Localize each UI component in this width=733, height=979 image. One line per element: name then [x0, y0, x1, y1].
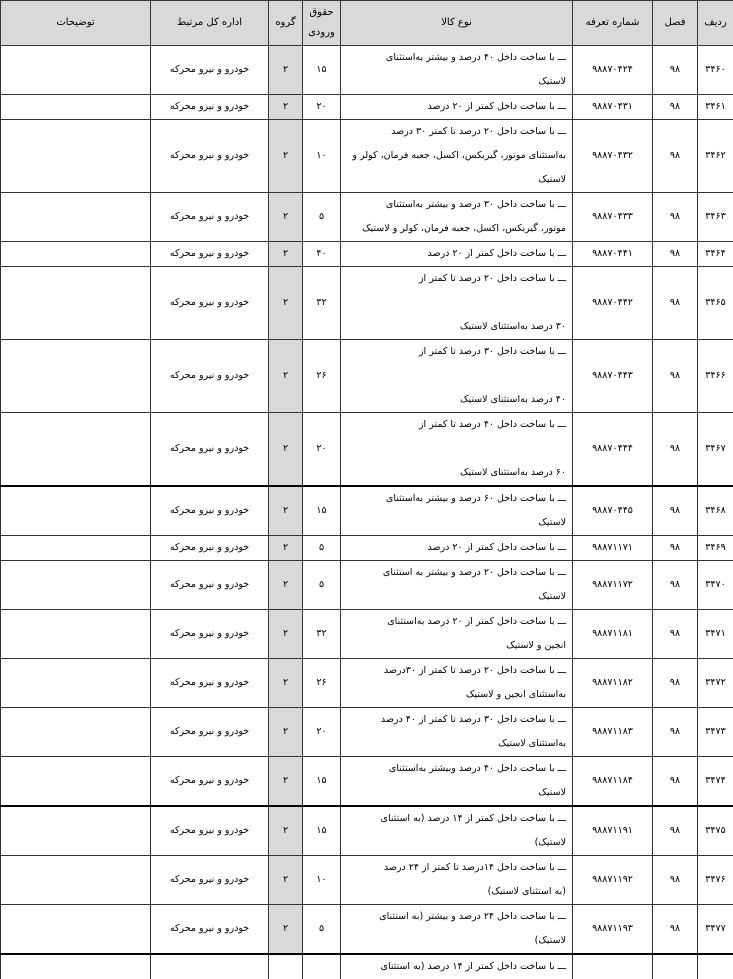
row-no-cell: ۳۴۷۲	[698, 659, 733, 708]
goods-description-line: ـــ با ساخت داخل ۳۰ درصد تا کمتر از	[345, 340, 566, 364]
notes-cell	[1, 806, 151, 856]
row-no-cell: ۳۴۶۴	[698, 242, 733, 267]
department-cell: خودرو و نیرو محرکه	[151, 486, 269, 536]
tariff-no-cell: ۹۸۸۷۰۴۳۲	[573, 120, 653, 193]
tariff-no-cell: ۹۸۸۷۰۴۲۴	[573, 46, 653, 95]
tariff-no-cell: ۹۸۸۷۰۴۴۲	[573, 267, 653, 340]
duty-cell: ۵	[303, 536, 341, 561]
duty-cell: ۲۰	[303, 413, 341, 487]
notes-cell	[1, 242, 151, 267]
table-row	[1, 340, 733, 413]
department-cell: خودرو و نیرو محرکه	[151, 193, 269, 242]
tariff-no-cell: ۹۸۸۷۰۴۳۱	[573, 95, 653, 120]
goods-description-cell	[341, 486, 573, 536]
tariff-no-cell: ۹۸۸۷۱۱۷۲	[573, 561, 653, 610]
tariff-no-cell: ۹۸۸۷۰۴۴۱	[573, 242, 653, 267]
tariff-no-cell	[573, 954, 653, 979]
table-row	[1, 708, 733, 757]
goods-description-line: ـــ با ساخت داخل ۲۰ درصد تا کمتر ۳۰ درصد	[345, 120, 566, 144]
department-cell: خودرو و نیرو محرکه	[151, 610, 269, 659]
table-row	[1, 536, 733, 561]
tariff-no-cell: ۹۸۸۷۱۱۷۱	[573, 536, 653, 561]
row-no-cell: ۳۴۷۴	[698, 757, 733, 807]
table-row	[1, 806, 733, 856]
chapter-cell: ۹۸	[653, 267, 698, 340]
duty-cell: ۱۵	[303, 757, 341, 807]
goods-description-line: موتور، گیربکس، اکسل، جعبه فرمان، کولر و لاستیک	[345, 217, 566, 241]
goods-description-cell	[341, 413, 573, 487]
header-row-no: ردیف	[698, 1, 733, 46]
notes-cell	[1, 486, 151, 536]
department-cell: خودرو و نیرو محرکه	[151, 267, 269, 340]
row-no-cell: ۳۴۷۰	[698, 561, 733, 610]
chapter-cell	[653, 954, 698, 979]
row-no-cell: ۳۴۶۹	[698, 536, 733, 561]
group-cell: ۲	[269, 561, 303, 610]
goods-description-line: لاستیک	[345, 585, 566, 609]
header-duty: حقوق ورودی	[303, 1, 341, 46]
table-row	[1, 561, 733, 610]
goods-description-cell	[341, 561, 573, 610]
group-cell: ۲	[269, 806, 303, 856]
duty-cell: ۱۵	[303, 46, 341, 95]
chapter-cell: ۹۸	[653, 757, 698, 807]
goods-description-cell	[341, 95, 573, 120]
notes-cell	[1, 536, 151, 561]
row-no-cell: ۳۴۶۱	[698, 95, 733, 120]
goods-description-cell	[341, 242, 573, 267]
chapter-cell: ۹۸	[653, 340, 698, 413]
department-cell: خودرو و نیرو محرکه	[151, 806, 269, 856]
row-no-cell: ۳۴۶۳	[698, 193, 733, 242]
notes-cell	[1, 610, 151, 659]
goods-description-line	[345, 364, 566, 388]
group-cell: ۲	[269, 610, 303, 659]
group-cell	[269, 954, 303, 979]
goods-description-cell	[341, 536, 573, 561]
goods-description-line: (به استثنای لاستیک)	[345, 880, 566, 904]
goods-description-cell	[341, 806, 573, 856]
group-cell: ۲	[269, 905, 303, 955]
group-cell: ۲	[269, 757, 303, 807]
duty-cell: ۵	[303, 193, 341, 242]
duty-cell: ۱۰	[303, 120, 341, 193]
group-cell: ۲	[269, 95, 303, 120]
goods-description-cell	[341, 659, 573, 708]
table-row	[1, 905, 733, 955]
goods-description-line: به‌استثنای لاستیک	[345, 732, 566, 756]
notes-cell	[1, 46, 151, 95]
goods-description-cell	[341, 954, 573, 979]
goods-description-line: به‌استثنای موتور، گیربکس، اکسل، جعبه فرمان، کولر و	[345, 144, 566, 168]
duty-cell: ۴۰	[303, 242, 341, 267]
department-cell: خودرو و نیرو محرکه	[151, 536, 269, 561]
goods-description-line: لاستیک	[345, 511, 566, 535]
duty-cell: ۲۶	[303, 340, 341, 413]
department-cell	[151, 954, 269, 979]
notes-cell	[1, 193, 151, 242]
tariff-no-cell: ۹۸۸۷۱۱۸۱	[573, 610, 653, 659]
header-goods-type: نوع کالا	[341, 1, 573, 46]
goods-description-line: لاستیک)	[345, 831, 566, 855]
table-row	[1, 486, 733, 536]
goods-description-cell	[341, 708, 573, 757]
goods-description-line: ـــ با ساخت داخل کمتر از ۱۴ درصد (به استثنای	[345, 807, 566, 831]
header-chapter: فصل	[653, 1, 698, 46]
group-cell: ۲	[269, 708, 303, 757]
row-no-cell: ۳۴۶۰	[698, 46, 733, 95]
chapter-cell: ۹۸	[653, 659, 698, 708]
tariff-no-cell: ۹۸۸۷۱۱۸۴	[573, 757, 653, 807]
department-cell: خودرو و نیرو محرکه	[151, 659, 269, 708]
row-no-cell: ۳۴۶۸	[698, 486, 733, 536]
tariff-no-cell: ۹۸۸۷۱۱۸۳	[573, 708, 653, 757]
goods-description-cell	[341, 856, 573, 905]
goods-description-cell	[341, 120, 573, 193]
goods-description-line: به‌استثنای انجین و لاستیک	[345, 683, 566, 707]
department-cell: خودرو و نیرو محرکه	[151, 340, 269, 413]
goods-description-line: ـــ با ساخت داخل کمتر از ۲۰ درصد	[345, 242, 566, 266]
chapter-cell: ۹۸	[653, 561, 698, 610]
goods-description-line: لاستیک	[345, 168, 566, 192]
department-cell: خودرو و نیرو محرکه	[151, 95, 269, 120]
table-row	[1, 954, 733, 979]
tariff-no-cell: ۹۸۸۷۱۱۸۲	[573, 659, 653, 708]
duty-cell: ۳۲	[303, 610, 341, 659]
goods-description-line: ـــ با ساخت داخل ۳۰ درصد و بیشتر به‌استثنای	[345, 193, 566, 217]
group-cell: ۲	[269, 856, 303, 905]
goods-description-cell	[341, 46, 573, 95]
goods-description-line: ـــ با ساخت داخل ۴۰ درصد و بیشتر به‌استثنای	[345, 46, 566, 70]
group-cell: ۲	[269, 340, 303, 413]
department-cell: خودرو و نیرو محرکه	[151, 856, 269, 905]
group-cell: ۲	[269, 46, 303, 95]
goods-description-line: لاستیک	[345, 70, 566, 94]
goods-description-line: ـــ با ساخت داخل ۶۰ درصد و بیشتر به‌استثنای	[345, 487, 566, 511]
duty-cell: ۲۰	[303, 95, 341, 120]
notes-cell	[1, 905, 151, 955]
goods-description-cell	[341, 757, 573, 807]
chapter-cell: ۹۸	[653, 856, 698, 905]
table-row	[1, 757, 733, 807]
goods-description-cell	[341, 610, 573, 659]
table-row	[1, 46, 733, 95]
notes-cell	[1, 120, 151, 193]
chapter-cell: ۹۸	[653, 610, 698, 659]
header-department: اداره کل مرتبط	[151, 1, 269, 46]
chapter-cell: ۹۸	[653, 905, 698, 955]
table-row	[1, 659, 733, 708]
notes-cell	[1, 267, 151, 340]
department-cell: خودرو و نیرو محرکه	[151, 46, 269, 95]
department-cell: خودرو و نیرو محرکه	[151, 708, 269, 757]
table-row	[1, 267, 733, 340]
chapter-cell: ۹۸	[653, 120, 698, 193]
tariff-no-cell: ۹۸۸۷۰۴۳۳	[573, 193, 653, 242]
row-no-cell: ۳۴۶۶	[698, 340, 733, 413]
table-row	[1, 856, 733, 905]
group-cell: ۲	[269, 486, 303, 536]
group-cell: ۲	[269, 267, 303, 340]
chapter-cell: ۹۸	[653, 95, 698, 120]
duty-cell: ۳۲	[303, 267, 341, 340]
goods-description-line: ـــ با ساخت داخل کمتر از ۲۰ درصد به‌استثنای	[345, 610, 566, 634]
group-cell: ۲	[269, 242, 303, 267]
tariff-no-cell: ۹۸۸۷۰۴۴۳	[573, 340, 653, 413]
tariff-no-cell: ۹۸۸۷۰۴۴۴	[573, 413, 653, 487]
row-no-cell: ۳۴۷۳	[698, 708, 733, 757]
chapter-cell: ۹۸	[653, 242, 698, 267]
duty-cell: ۱۵	[303, 806, 341, 856]
tariff-no-cell: ۹۸۸۷۱۱۹۱	[573, 806, 653, 856]
chapter-cell: ۹۸	[653, 486, 698, 536]
notes-cell	[1, 954, 151, 979]
table-body	[1, 46, 733, 979]
goods-description-line: ـــ با ساخت داخل ۴۰ درصد تا کمتر از	[345, 413, 566, 437]
goods-description-line: ـــ با ساخت داخل ۳۰ درصد تا کمتر از ۴۰ درصد	[345, 708, 566, 732]
department-cell: خودرو و نیرو محرکه	[151, 120, 269, 193]
duty-cell: ۱۰	[303, 856, 341, 905]
department-cell: خودرو و نیرو محرکه	[151, 757, 269, 807]
row-no-cell: ۳۴۶۲	[698, 120, 733, 193]
goods-description-line: ۶۰ درصد به‌استثنای لاستیک	[345, 461, 566, 485]
group-cell: ۲	[269, 659, 303, 708]
row-no-cell: ۳۴۶۷	[698, 413, 733, 487]
row-no-cell: ۳۴۷۵	[698, 806, 733, 856]
goods-description-cell	[341, 193, 573, 242]
table-row	[1, 193, 733, 242]
goods-description-line: ـــ با ساخت داخل کمتر از ۲۰ درصد	[345, 536, 566, 560]
goods-description-line: ـــ با ساخت داخل ۴۰ درصد وبیشتر به‌استثنای	[345, 757, 566, 781]
chapter-cell: ۹۸	[653, 536, 698, 561]
duty-cell	[303, 954, 341, 979]
goods-description-line: ـــ با ساخت داخل ۲۰ درصد و بیشتر به استثنای	[345, 561, 566, 585]
goods-description-cell	[341, 340, 573, 413]
group-cell: ۲	[269, 120, 303, 193]
table-row	[1, 120, 733, 193]
group-cell: ۲	[269, 536, 303, 561]
goods-description-line: لاستیک)	[345, 929, 566, 953]
chapter-cell: ۹۸	[653, 193, 698, 242]
goods-description-line: ـــ با ساخت داخل کمتر از ۲۰ درصد	[345, 95, 566, 119]
header-row	[1, 1, 733, 46]
department-cell: خودرو و نیرو محرکه	[151, 413, 269, 487]
table-row	[1, 610, 733, 659]
row-no-cell: ۳۴۷۱	[698, 610, 733, 659]
table-row	[1, 413, 733, 487]
chapter-cell: ۹۸	[653, 708, 698, 757]
header-group: گروه	[269, 1, 303, 46]
row-no-cell: ۳۴۶۵	[698, 267, 733, 340]
goods-description-cell	[341, 267, 573, 340]
tariff-no-cell: ۹۸۸۷۰۴۴۵	[573, 486, 653, 536]
duty-cell: ۱۵	[303, 486, 341, 536]
department-cell: خودرو و نیرو محرکه	[151, 905, 269, 955]
goods-description-line: ۳۰ درصد به‌استثنای لاستیک	[345, 315, 566, 339]
notes-cell	[1, 95, 151, 120]
group-cell: ۲	[269, 193, 303, 242]
goods-description-line	[345, 291, 566, 315]
goods-description-line: ـــ با ساخت داخل ۲۴ درصد و بیشتر (به استثنای	[345, 905, 566, 929]
chapter-cell: ۹۸	[653, 46, 698, 95]
table-row	[1, 242, 733, 267]
tariff-no-cell: ۹۸۸۷۱۱۹۲	[573, 856, 653, 905]
group-cell: ۲	[269, 413, 303, 487]
notes-cell	[1, 856, 151, 905]
duty-cell: ۲۰	[303, 708, 341, 757]
goods-description-line: ـــ با ساخت داخل ۲۰ درصد تا کمتر از	[345, 267, 566, 291]
header-tariff-no: شماره تعرفه	[573, 1, 653, 46]
goods-description-line	[345, 437, 566, 461]
row-no-cell	[698, 954, 733, 979]
goods-description-line: انجین و لاستیک	[345, 634, 566, 658]
duty-cell: ۲۶	[303, 659, 341, 708]
department-cell: خودرو و نیرو محرکه	[151, 561, 269, 610]
chapter-cell: ۹۸	[653, 806, 698, 856]
notes-cell	[1, 757, 151, 807]
goods-description-line: ۴۰ درصد به‌استثنای لاستیک	[345, 388, 566, 412]
notes-cell	[1, 340, 151, 413]
notes-cell	[1, 708, 151, 757]
tariff-no-cell: ۹۸۸۷۱۱۹۳	[573, 905, 653, 955]
duty-cell: ۵	[303, 561, 341, 610]
goods-description-line: ـــ با ساخت داخل کمتر از ۱۴ درصد (به استثنای	[345, 955, 566, 979]
row-no-cell: ۳۴۷۷	[698, 905, 733, 955]
notes-cell	[1, 659, 151, 708]
goods-description-cell	[341, 905, 573, 955]
department-cell: خودرو و نیرو محرکه	[151, 242, 269, 267]
row-no-cell: ۳۴۷۶	[698, 856, 733, 905]
header-notes: توضیحات	[1, 1, 151, 46]
notes-cell	[1, 413, 151, 487]
notes-cell	[1, 561, 151, 610]
goods-description-line: ـــ با ساخت داخل ۲۰ درصد تا کمتر از ۳۰درصد	[345, 659, 566, 683]
goods-description-line: لاستیک	[345, 781, 566, 805]
chapter-cell: ۹۸	[653, 413, 698, 487]
duty-cell: ۵	[303, 905, 341, 955]
goods-description-line: ـــ با ساخت داخل ۱۴درصد تا کمتر از ۲۴ درصد	[345, 856, 566, 880]
table-row	[1, 95, 733, 120]
